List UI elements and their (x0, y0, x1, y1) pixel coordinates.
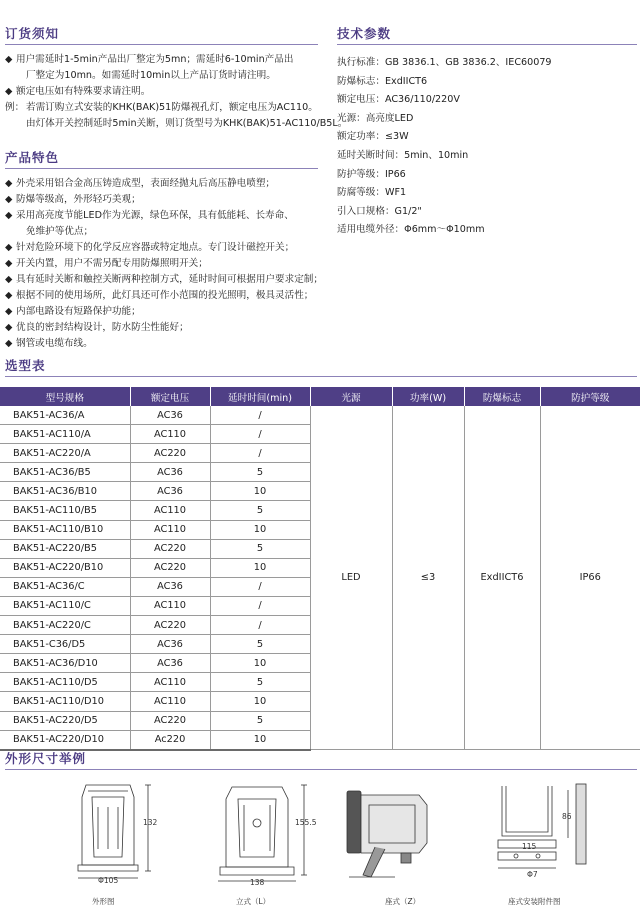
model-cell: BAK51-AC220/B10 (0, 558, 130, 577)
delay-cell: / (210, 425, 310, 444)
voltage-cell: AC110 (130, 520, 210, 539)
model-cell: BAK51-AC110/A (0, 425, 130, 444)
diamond-bullet-icon: ◆ (5, 258, 13, 269)
tech-param-line: 适用电缆外径：Φ6mm～Φ10mm (337, 224, 485, 236)
dimensions-title-rule (5, 769, 637, 770)
voltage-cell: AC36 (130, 654, 210, 673)
diamond-bullet-icon: ◆ (5, 290, 13, 301)
list-item (5, 176, 323, 192)
list-item (5, 116, 347, 132)
bracket-caption: 座式安装附件图 (508, 897, 561, 906)
outline-dim-height: 132 (143, 818, 158, 827)
tech-param-line: 执行标准：GB 3836.1、GB 3836.2、IEC60079 (337, 57, 552, 68)
list-item-text: 免维护等优点； (26, 226, 94, 237)
voltage-cell: AC220 (130, 616, 210, 635)
delay-cell: 10 (210, 654, 310, 673)
diamond-bullet-icon: ◆ (5, 86, 13, 97)
dimensions-title: 外形尺寸举例 (5, 751, 87, 766)
list-item (5, 68, 347, 84)
list-item-text: 厂整定为10mn。如需延时10min以上产品订货时请注明。 (26, 70, 276, 81)
table-row (0, 406, 640, 425)
list-item (5, 208, 323, 224)
list-item-text: 防爆等级高，外形轻巧美观； (16, 194, 141, 205)
list-item-text: 具有延时关断和触控关断两种控制方式，延时时间可根据用户要求定制； (16, 274, 323, 285)
voltage-cell: AC110 (130, 692, 210, 711)
delay-cell: / (210, 616, 310, 635)
tech-param-line: 引入口规格：G1/2" (337, 205, 422, 217)
list-item-text: 开关内置，用户不需另配专用防爆照明开关； (16, 258, 208, 269)
voltage-cell: AC220 (130, 711, 210, 730)
voltage-cell: Ac220 (130, 730, 210, 750)
list-item (5, 240, 323, 256)
tech-params (337, 54, 552, 240)
outline-drawing (58, 777, 168, 887)
voltage-cell: AC110 (130, 501, 210, 520)
base-bracket-drawing (488, 780, 598, 885)
voltage-cell: AC36 (130, 577, 210, 596)
model-cell: BAK51-AC220/D5 (0, 711, 130, 730)
vertical-mount-drawing (210, 775, 320, 885)
voltage-cell: AC36 (130, 482, 210, 501)
diamond-bullet-icon: ◆ (5, 306, 13, 317)
order-title-rule (5, 44, 318, 45)
power-cell: ≤3 (392, 406, 464, 750)
protection-cell: IP66 (540, 406, 640, 750)
list-item-text: 针对危险环境下的化学反应容器或特定地点。专门设计磁控开关； (16, 242, 295, 253)
feature-list (5, 176, 323, 352)
model-cell: BAK51-AC220/A (0, 444, 130, 463)
list-item (5, 52, 347, 68)
list-item (5, 256, 323, 272)
outline-dim-diameter: Φ105 (98, 876, 119, 885)
list-item (5, 288, 323, 304)
list-item (5, 192, 323, 208)
selection-title-rule (5, 376, 637, 377)
model-cell: BAK51-AC110/C (0, 596, 130, 615)
voltage-cell: AC36 (130, 406, 210, 425)
diamond-bullet-icon: ◆ (5, 338, 13, 349)
diamond-bullet-icon: ◆ (5, 274, 13, 285)
tech-param-line: 防腐等级：WF1 (337, 187, 407, 199)
list-item (5, 304, 323, 320)
model-cell: BAK51-AC220/B5 (0, 539, 130, 558)
list-item-text: 根据不同的使用场所，此灯具还可作小范围的投光照明，极具灵活性； (16, 290, 314, 301)
outline-caption: 外形图 (92, 897, 115, 906)
voltage-cell: AC36 (130, 635, 210, 654)
delay-cell: 10 (210, 730, 310, 750)
diamond-bullet-icon: ◆ (5, 242, 13, 253)
delay-cell: 10 (210, 692, 310, 711)
base-caption: 座式（Z） (385, 897, 421, 906)
diamond-bullet-icon: ◆ (5, 178, 13, 189)
delay-cell: / (210, 406, 310, 425)
list-item-text: 用户需延时1-5min产品出厂整定为5mn；需延时6-10min产品出 (16, 54, 294, 65)
model-cell: BAK51-AC110/B5 (0, 501, 130, 520)
list-item-text: 额定电压如有特殊要求请注明。 (16, 86, 151, 97)
list-item (5, 320, 323, 336)
tech-title-rule (337, 44, 637, 45)
model-cell: BAK51-AC36/A (0, 406, 130, 425)
list-item (5, 336, 323, 352)
features-title: 产品特色 (5, 150, 60, 165)
tech-param-line: 防护等级：IP66 (337, 168, 406, 180)
tech-param-line: 光源：高亮度LED (337, 112, 414, 124)
delay-cell: 10 (210, 558, 310, 577)
header-protection: 防护等级 (540, 387, 640, 406)
delay-cell: 5 (210, 673, 310, 692)
list-item-text: 外壳采用铝合金高压铸造成型，表面经抛丸后高压静电喷塑； (16, 178, 276, 189)
features-title-rule (5, 168, 318, 169)
model-cell: BAK51-AC220/C (0, 616, 130, 635)
list-item-text: 由灯体开关控制延时5min关断，则订货型号为KHK(BAK)51-AC110/B5L。 (26, 118, 348, 129)
diamond-bullet-icon: ◆ (5, 54, 13, 65)
base-mount-drawing (335, 777, 455, 887)
voltage-cell: AC110 (130, 596, 210, 615)
tech-param-line: 额定电压：AC36/110/220V (337, 94, 460, 106)
source-cell: LED (310, 406, 392, 750)
list-item (5, 272, 323, 288)
model-cell: BAK51-AC36/D10 (0, 654, 130, 673)
example-label: 例： (5, 102, 25, 113)
delay-cell: 5 (210, 635, 310, 654)
voltage-cell: AC36 (130, 463, 210, 482)
delay-cell: 5 (210, 711, 310, 730)
delay-cell: 10 (210, 520, 310, 539)
list-item (5, 100, 347, 116)
voltage-cell: AC220 (130, 558, 210, 577)
header-model: 型号规格 (0, 387, 130, 406)
voltage-cell: AC220 (130, 444, 210, 463)
delay-cell: 10 (210, 482, 310, 501)
vertical-caption: 立式（L） (236, 897, 271, 906)
bracket-dim-hole: Φ7 (527, 870, 538, 879)
delay-cell: 5 (210, 463, 310, 482)
header-ex-mark: 防爆标志 (464, 387, 540, 406)
model-cell: BAK51-AC36/B10 (0, 482, 130, 501)
selection-table (0, 387, 640, 751)
model-cell: BAK51-AC220/D10 (0, 730, 130, 750)
selection-title: 选型表 (5, 358, 46, 373)
delay-cell: 5 (210, 501, 310, 520)
tech-param-line: 延时关断时间：5min、10min (337, 149, 469, 161)
list-item-text: 若需订购立式安装的KHK(BAK)51防爆视孔灯，额定电压为AC110。 (26, 102, 318, 113)
list-item-text: 钢管或电缆布线。 (16, 338, 93, 349)
tech-title: 技术参数 (337, 26, 392, 41)
bracket-dim-height: 86 (562, 812, 572, 821)
voltage-cell: AC110 (130, 425, 210, 444)
header-delay: 延时时间(min) (210, 387, 310, 406)
model-cell: BAK51-AC110/B10 (0, 520, 130, 539)
model-cell: BAK51-AC36/B5 (0, 463, 130, 482)
header-source: 光源 (310, 387, 392, 406)
list-item-text: 优良的密封结构设计，防水防尘性能好； (16, 322, 189, 333)
header-voltage: 额定电压 (130, 387, 210, 406)
delay-cell: 5 (210, 539, 310, 558)
header-power: 功率(W) (392, 387, 464, 406)
table-header-row (0, 387, 640, 406)
tech-param-line: 额定功率：≤3W (337, 131, 409, 143)
delay-cell: / (210, 444, 310, 463)
model-cell: BAK51-AC110/D10 (0, 692, 130, 711)
diamond-bullet-icon: ◆ (5, 210, 13, 221)
diamond-bullet-icon: ◆ (5, 194, 13, 205)
list-item-text: 采用高亮度节能LED作为光源，绿色环保，具有低能耗、长寿命、 (16, 210, 294, 221)
list-item-text: 内部电路设有短路保护功能； (16, 306, 141, 317)
model-cell: BAK51-AC36/C (0, 577, 130, 596)
order-notes (5, 52, 347, 132)
model-cell: BAK51-AC110/D5 (0, 673, 130, 692)
tech-param-line: 防爆标志：ExdIICT6 (337, 75, 428, 87)
vertical-dim-height: 155.5 (295, 818, 317, 827)
voltage-cell: AC220 (130, 539, 210, 558)
vertical-dim-width: 138 (250, 878, 265, 887)
voltage-cell: AC110 (130, 673, 210, 692)
model-cell: BAK51-C36/D5 (0, 635, 130, 654)
ex-mark-cell: ExdIICT6 (464, 406, 540, 750)
bracket-dim-width: 115 (522, 842, 537, 851)
delay-cell: / (210, 596, 310, 615)
delay-cell: / (210, 577, 310, 596)
list-item (5, 224, 323, 240)
order-title: 订货须知 (5, 26, 60, 41)
list-item (5, 84, 347, 100)
diamond-bullet-icon: ◆ (5, 322, 13, 333)
